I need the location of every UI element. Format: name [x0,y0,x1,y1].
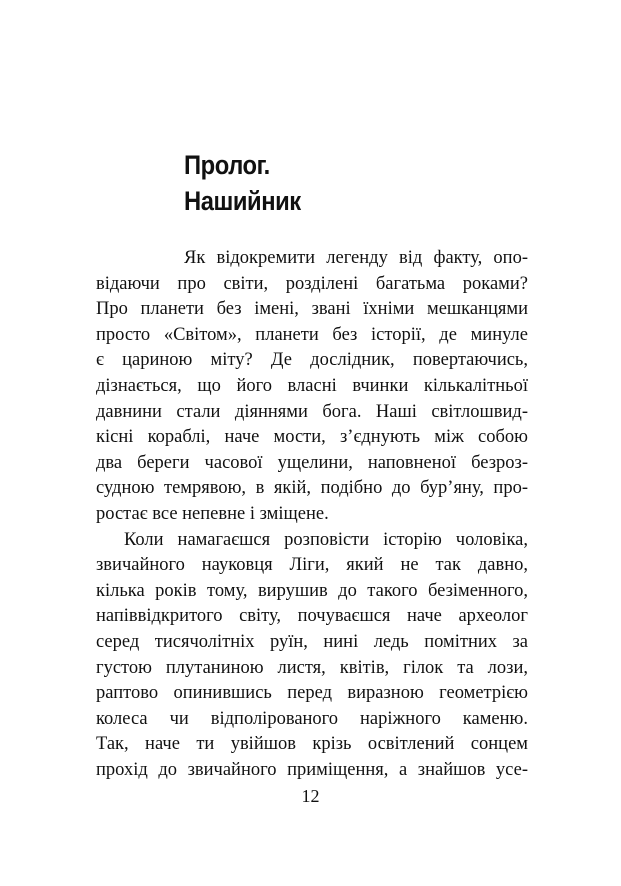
text-line: ростає все непевне і зміщене. [96,503,329,524]
text-line: Так, наче ти увійшов крізь освітлений сонцем [96,734,528,755]
text-line: звичайного науковця Ліги, який не так давно, [96,555,528,576]
text-line: Про планети без імені, звані їхніми мешканцями [96,299,528,320]
paragraph-2 [96,528,528,784]
text-line: серед тисячолітніх руїн, нині ледь помітних за [96,631,528,652]
text-line: просто «Світом», планети без історії, де минуле [96,324,528,345]
chapter-title-line-2: Нашийник [184,186,301,216]
text-line: Як відокремити легенду від факту, опо- [184,248,528,268]
text-line: два береги часової ущелини, наповненої безроз- [96,452,528,473]
chapter-title [184,147,301,219]
text-line: давнини стали діяннями бога. Наші світлошвид- [96,401,528,422]
paragraph-1 [96,246,528,528]
page-number: 12 [301,786,320,806]
text-line: напіввідкритого світу, почуваєшся наче археолог [96,606,528,627]
text-line: прохід до звичайного приміщення, а знайшов усе- [96,759,528,780]
text-line: кісні кораблі, наче мости, з’єднують між собою [96,427,528,448]
text-line: колеса чи відполірованого наріжного каменю. [96,708,528,729]
text-line: раптово опинившись перед виразною геометрією [96,683,528,704]
text-line: кілька років тому, вирушив до такого безіменного, [96,580,528,601]
text-line: відаючи про світи, розділені багатьма роками? [96,273,528,294]
text-line: є цариною міту? Де дослідник, повертаючись, [96,350,528,371]
text-line: Коли намагаєшся розповісти історію чоловіка, [124,529,528,550]
body-text [96,246,528,783]
text-line: судною темрявою, в якій, подібно до бур’яну, про- [96,478,528,499]
text-line: дізнається, що його власні вчинки кількалітньої [96,375,528,396]
text-line: густою плутаниною листя, квітів, гілок та лози, [96,657,528,678]
chapter-title-line-1: Пролог. [184,150,270,180]
